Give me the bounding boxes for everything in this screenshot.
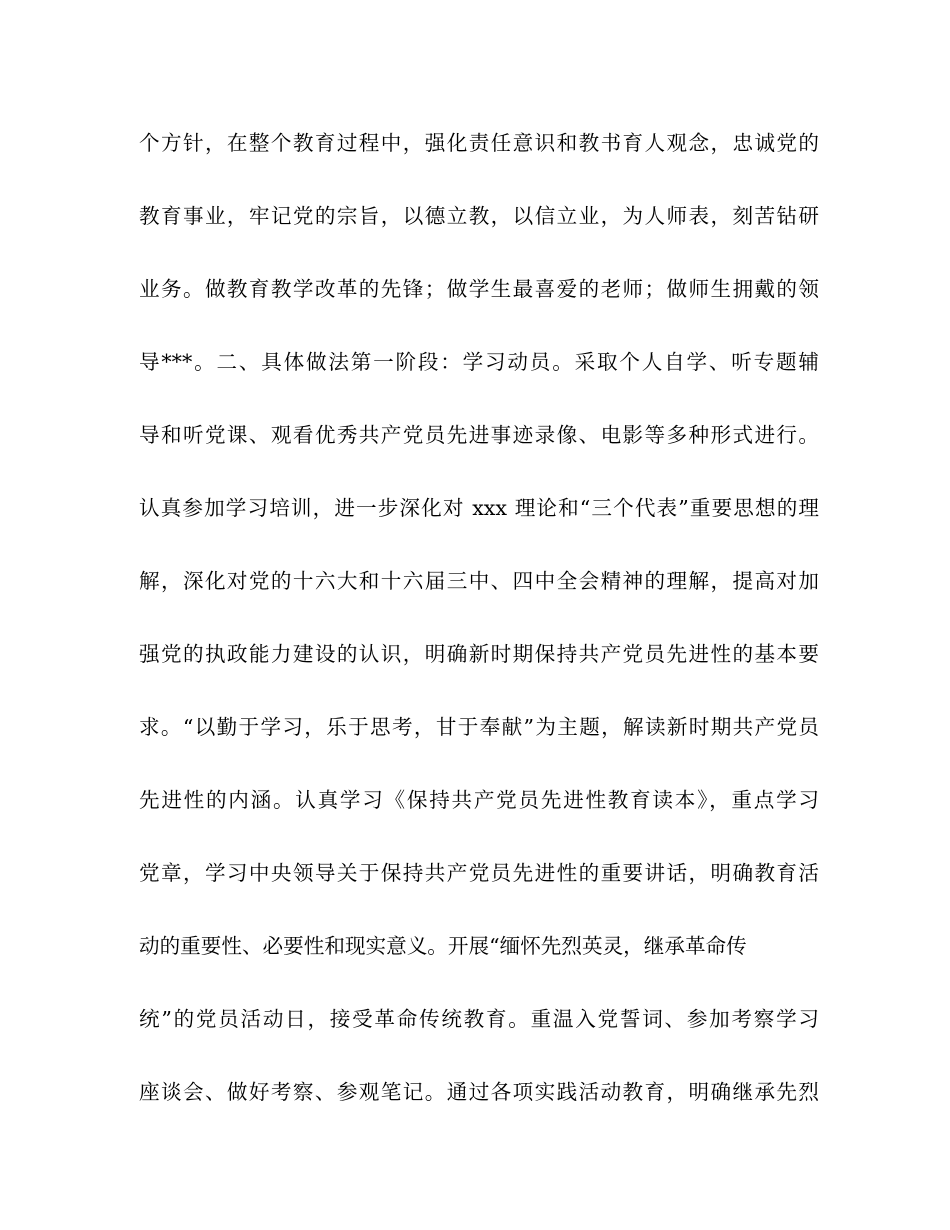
text-line-9: 求。“以勤于学习，乐于思考，甘于奉献”为主题，解读新时期共产党员 (139, 715, 819, 739)
text-line-4: 导***。二、具体做法第一阶段：学习动员。采取个人自学、听专题辅 (139, 350, 819, 374)
text-line-13: 统”的党员活动日，接受革命传统教育。重温入党誓词、参加考察学习 (139, 1007, 819, 1031)
text-line-1: 个方针，在整个教育过程中，强化责任意识和教书育人观念，忠诚党的 (139, 131, 819, 155)
text-line-11: 党章，学习中央领导关于保持共产党员先进性的重要讲话，明确教育活 (139, 861, 819, 885)
text-line-2: 教育事业，牢记党的宗旨，以德立教，以信立业，为人师表，刻苦钻研 (139, 204, 819, 228)
text-line-14: 座谈会、做好考察、参观笔记。通过各项实践活动教育，明确继承先烈 (139, 1080, 819, 1104)
text-line-3: 业务。做教育教学改革的先锋；做学生最喜爱的老师；做师生拥戴的领 (139, 277, 819, 301)
text-line-8: 强党的执政能力建设的认识，明确新时期保持共产党员先进性的基本要 (139, 642, 819, 666)
text-line-7: 解，深化对党的十六大和十六届三中、四中全会精神的理解，提高对加 (139, 569, 819, 593)
text-line-10: 先进性的内涵。认真学习《保持共产党员先进性教育读本》，重点学习 (139, 788, 819, 812)
text-line-5: 导和听党课、观看优秀共产党员先进事迹录像、电影等多种形式进行。 (139, 423, 819, 447)
body-text (139, 118, 819, 1140)
text-line-6: 认真参加学习培训，进一步深化对 xxx 理论和“三个代表”重要思想的理 (139, 496, 819, 520)
text-line-12: 动的重要性、必要性和现实意义。开展“缅怀先烈英灵，继承革命传 (139, 934, 747, 958)
